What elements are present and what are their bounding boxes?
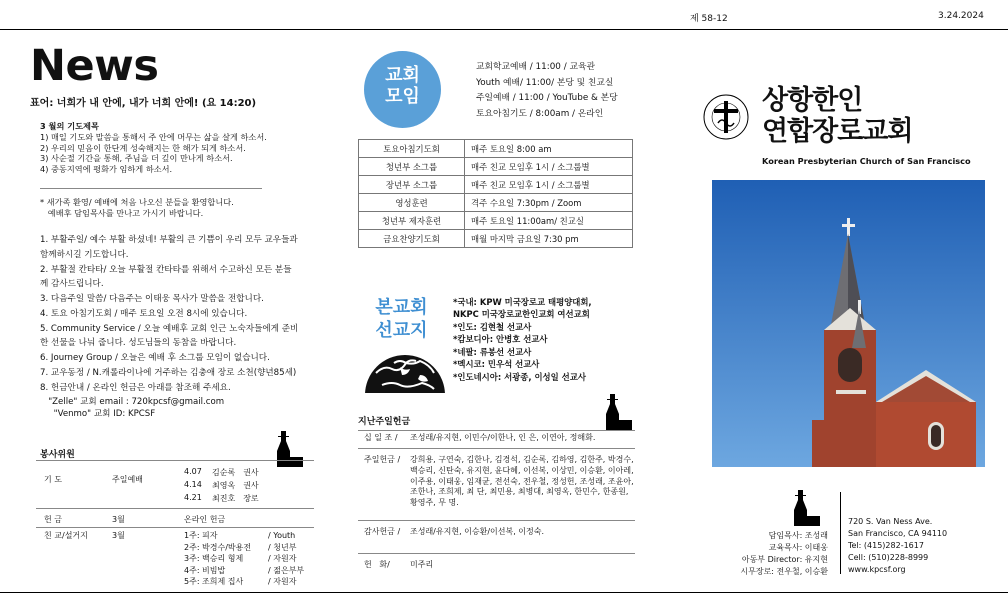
church-silhouette-icon: [275, 431, 305, 467]
worship-line: 주일예배 / 11:00 / YouTube & 본당: [476, 93, 618, 104]
notice-line: 께 감사드립니다.: [40, 279, 104, 290]
staff-month: 3월: [112, 515, 125, 524]
mission-item: *네팔: 류봉선 선교사: [453, 346, 532, 357]
prayer-title: 3 월의 기도제목: [40, 121, 99, 131]
table-row: [359, 212, 633, 230]
notice-line: 5. Community Service / 오늘 예배후 교회 인근 노숙자들에게 준비: [40, 323, 299, 334]
meeting-time: 매주 친교 모임후 1시 / 소그룹별: [465, 176, 633, 194]
divider: [358, 520, 635, 521]
staff-date: 4.21: [184, 493, 202, 502]
notice-line: 8. 헌금안내 / 온라인 헌금은 아래를 참조해 주세요.: [40, 382, 231, 393]
welcome-line: * 새가족 환영/ 예배에 처음 나오신 분들을 환영합니다.: [40, 197, 234, 207]
fellow-group: / 자원자: [268, 577, 297, 587]
divider: [36, 460, 314, 461]
mission-item: *멕시코: 민우석 선교사: [453, 359, 540, 370]
missions-title: [364, 297, 439, 342]
fellow-week: 2주: 박경수/박용전: [184, 542, 252, 552]
table-row: [359, 176, 633, 194]
staff-line: 시무장로: 전우철, 이승환: [740, 567, 828, 576]
staff-service: 주일예배: [112, 475, 143, 484]
mission-item: *캄보디아: 안병호 선교사: [453, 334, 548, 345]
table-row: [359, 158, 633, 176]
staff-date: 4.07: [184, 467, 202, 476]
staff-date: 4.14: [184, 480, 202, 489]
welcome-note: [40, 197, 290, 219]
staff-title: 봉사위원: [40, 450, 75, 460]
staff-role: 권사: [243, 481, 259, 490]
notice-line: "Zelle" 교회 email : 720kpcsf@gmail.com: [40, 396, 225, 407]
fellow-week: 4주: 비빔밥: [184, 565, 226, 575]
offering-label: 주일헌금 /: [364, 455, 401, 464]
staff-role: 권사: [243, 468, 259, 477]
notice-line: 함께하시길 기도합니다.: [40, 249, 129, 260]
offering-title: 지난주일헌금: [358, 414, 635, 431]
prayer-item: 2) 우리의 믿음이 한단계 성숙해지는 한 해가 되게 하소서.: [40, 142, 246, 153]
divider: [840, 492, 841, 574]
staff-value: 온라인 헌금: [184, 515, 226, 524]
notice-line: 7. 교우동정 / N.캐롤라이나에 거주하는 김충애 장로 소천(향년85세): [40, 368, 297, 379]
divider: [358, 553, 635, 554]
meeting-name: 청년부 제자훈련: [359, 212, 465, 230]
offering-names: 미주리: [410, 560, 434, 569]
motto: 표어: 너희가 내 안에, 내가 너희 안에! (요 14:20): [30, 98, 257, 109]
mission-item: *국내: KPW 미국장로교 태평양대회,: [453, 297, 592, 307]
welcome-line: 예배후 담임목사를 만나고 가시기 바랍니다.: [40, 207, 204, 218]
news-title: News: [30, 41, 159, 91]
offering-label: 감사헌금 /: [364, 527, 401, 536]
church-name-line: 상항한인: [762, 85, 863, 116]
notice-line: 3. 다음주일 말씀/ 다음주는 이태웅 목사가 말씀을 전합니다.: [40, 294, 264, 305]
worship-schedule: [476, 60, 618, 123]
fellow-group: / 청년부: [268, 542, 297, 552]
offering-sunday: [364, 455, 634, 509]
worship-line: 토요아침기도 / 8:00am / 온라인: [476, 108, 604, 119]
website-link[interactable]: www.kpcsf.org: [848, 565, 906, 574]
table-row: [359, 230, 633, 248]
church-silhouette-icon: [792, 490, 822, 526]
worship-line: 교회학교예배 / 11:00 / 교육관: [476, 62, 595, 72]
mission-item: *인도: 김현철 선교사: [453, 321, 532, 332]
meeting-time: 매주 토요일 8:00 am: [465, 140, 633, 158]
offering-thanks: [364, 527, 634, 538]
divider: [36, 527, 314, 528]
divider: [40, 188, 262, 189]
staff-name: 최영옥: [212, 481, 236, 490]
church-staff: [720, 530, 828, 578]
phone: Tel: (415)282-1617: [848, 541, 924, 550]
issue-date: 3.24.2024: [938, 11, 984, 21]
staff-label: 헌 금: [44, 515, 62, 524]
mission-item: NKPC 미국장로교한인교회 여선교회: [453, 309, 590, 320]
meeting-time: 격주 수요일 7:30pm / Zoom: [465, 194, 633, 212]
notices: [40, 233, 310, 421]
notice-line: 4. 토요 아침기도회 / 매주 토요일 오전 8시에 있습니다.: [40, 308, 248, 319]
offering-flower: [364, 560, 634, 571]
offering-label: 십 일 조 /: [364, 433, 398, 442]
offering-names: 조성래/유지현, 이승환/이선복, 이정숙.: [410, 527, 545, 536]
fellow-week: 3주: 백승리 형제: [184, 554, 244, 564]
offering-tithe: [364, 433, 634, 444]
church-building-photo: [712, 180, 985, 467]
divider: [36, 508, 314, 509]
fellow-group: / Youth: [268, 531, 296, 540]
staff-offering-table: [40, 513, 229, 526]
issue-number: 제 58-12: [690, 14, 728, 24]
staff-name: 김순록: [212, 468, 236, 477]
divider: [358, 448, 635, 449]
globe-icon: [364, 343, 446, 393]
meeting-name: 토요아침기도회: [359, 140, 465, 158]
notice-line: 6. Journey Group / 오늘은 예배 후 소그룹 모임이 없습니다.: [40, 353, 270, 364]
prayer-item: 1) 매일 기도와 말씀을 통해서 주 안에 머무는 삶을 살게 하소서.: [40, 131, 267, 142]
church-name-english: Korean Presbyterian Church of San Francisco: [762, 156, 971, 166]
meeting-name: 청년부 소그룹: [359, 158, 465, 176]
staff-fellowship-table: [40, 530, 308, 588]
meeting-name: 금요찬양기도회: [359, 230, 465, 248]
pcusa-seal-icon: [702, 93, 750, 141]
fellow-week: 1주: 피자: [184, 531, 218, 540]
mission-item: *인도네시아: 서광종, 이성일 선교사: [453, 371, 586, 382]
worship-line: Youth 예배/ 11:00/ 본당 및 친교실: [476, 77, 614, 88]
missions-list: [453, 296, 643, 383]
meetings-table: [358, 139, 633, 248]
meeting-name: 영성훈련: [359, 194, 465, 212]
prayer-topics: [40, 121, 290, 175]
meeting-time: 매주 토요일 11:00am/ 친교실: [465, 212, 633, 230]
missions-title-line: 선교지: [375, 319, 428, 341]
church-meetings-badge: [364, 51, 441, 128]
cell-phone: Cell: (510)228-8999: [848, 553, 929, 562]
notice-line: 한 선물을 나눠 줍니다. 성도님들의 동참을 바랍니다.: [40, 338, 237, 349]
staff-prayer-table: [40, 466, 263, 505]
badge-line: 모임: [385, 85, 420, 107]
badge-line: 교회: [385, 65, 420, 86]
header-rule: [0, 29, 1008, 30]
staff-name: 최진호: [212, 494, 236, 503]
offering-label: 헌 화/: [364, 560, 390, 569]
staff-line: 아동부 Director: 유지현: [741, 555, 828, 564]
offering-names: 강희용, 구연숙, 김한나, 김경석, 김순록, 김하영, 김한주, 박경수, 백승리, 신탄숙, 유지현, 윤다혜, 이선복, 이상민, 이승환, 이아레, 이주용, 이태웅, 임재균, 전선숙, 전우철, 정성헌, 조성래, 조윤아, 조한나, 조희제, 최 단, 최민용, 최병대, 최영옥, 한민수, 한종원, 황영주, 무 명.: [410, 455, 634, 508]
staff-line: 교육목사: 이태웅: [768, 543, 828, 552]
address-line: San Francisco, CA 94110: [848, 529, 948, 538]
staff-role: 장로: [243, 494, 259, 503]
meeting-name: 장년부 소그룹: [359, 176, 465, 194]
church-address: [848, 516, 947, 576]
notice-line: "Venmo" 교회 ID: KPCSF: [40, 409, 156, 420]
staff-label: 친 교/설거지: [44, 531, 88, 540]
meeting-time: 매월 마지막 금요일 7:30 pm: [465, 230, 633, 248]
church-name-korean: [762, 85, 913, 147]
meeting-time: 매주 친교 모임후 1시 / 소그룹별: [465, 158, 633, 176]
church-name-line: 연합장로교회: [762, 116, 913, 148]
footer-rule: [0, 592, 1008, 593]
table-row: [359, 140, 633, 158]
prayer-item: 3) 사순절 기간을 통해, 주님을 더 깊이 만나게 하소서.: [40, 153, 233, 164]
notice-line: 1. 부활주일/ 예수 부활 하셨네! 부활의 큰 기쁨이 우리 모두 교우들과: [40, 235, 298, 245]
missions-title-line: 본교회: [375, 297, 428, 318]
fellow-group: / 젊은부부: [268, 565, 305, 575]
prayer-item: 4) 중동지역에 평화가 임하게 하소서.: [40, 164, 173, 175]
address-line: 720 S. Van Ness Ave.: [848, 517, 933, 526]
fellow-week: 5주: 조희제 집사: [184, 577, 244, 587]
staff-label: 기 도: [44, 475, 62, 484]
notice-line: 2. 부활절 칸타타/ 오늘 부활절 칸타타를 위해서 수고하신 모든 분들: [40, 264, 292, 275]
staff-line: 담임목사: 조성래: [768, 531, 828, 540]
fellow-group: / 자원자: [268, 554, 297, 564]
table-row: [359, 194, 633, 212]
offering-names: 조성래/유지현, 이민수/이한나, 인 은, 이연아, 정해화.: [410, 433, 596, 442]
staff-month: 3월: [112, 531, 125, 540]
